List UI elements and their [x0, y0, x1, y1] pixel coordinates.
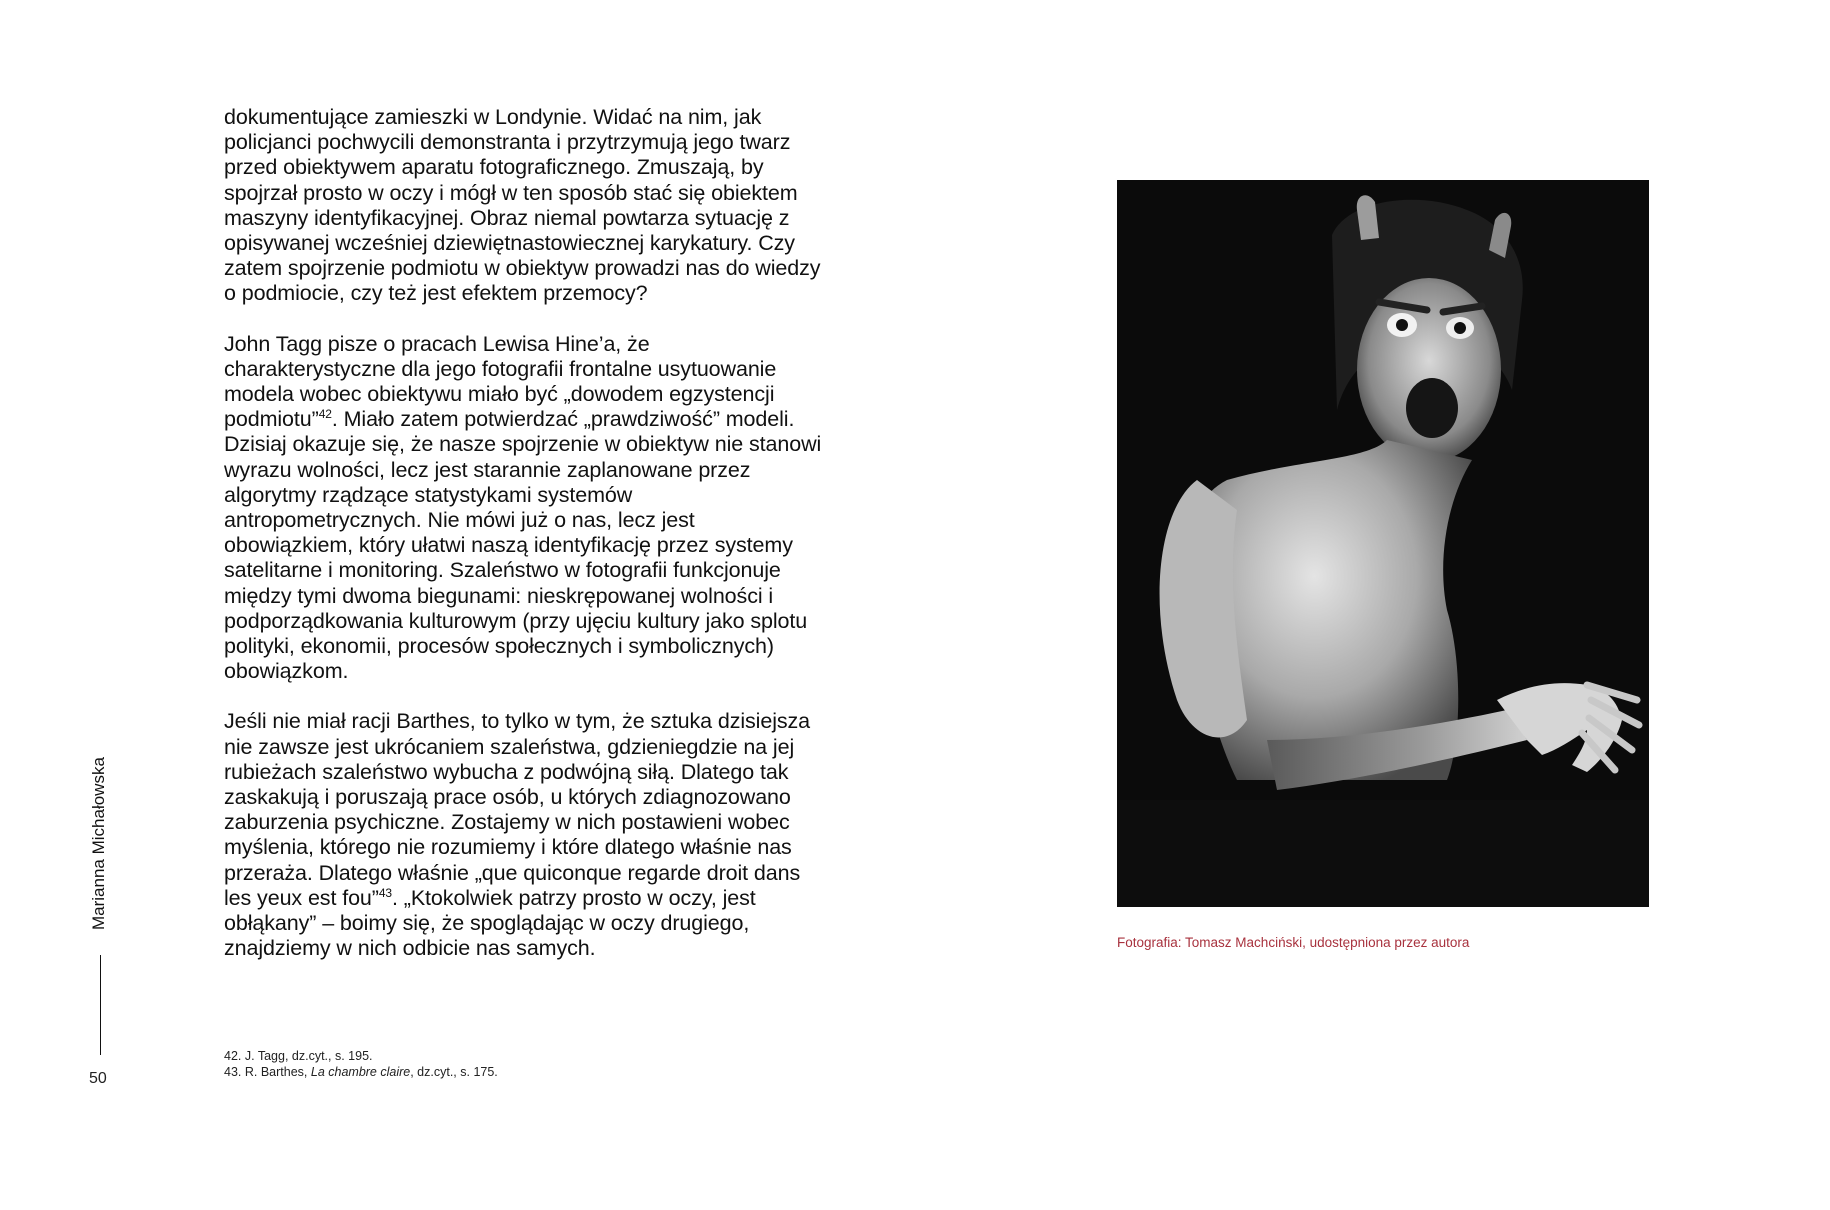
footnote-ref-43[interactable]: 43 — [378, 885, 393, 900]
photograph-illustration — [1117, 180, 1649, 907]
photograph — [1117, 180, 1649, 907]
body-text — [224, 105, 824, 987]
photo-caption: Fotografia: Tomasz Machciński, udostępniona przez autora — [1117, 935, 1470, 950]
page-number: 50 — [89, 1070, 107, 1087]
paragraph-2: John Tagg pisze o pracach Lewisa Hine’a, że charakterystyczne dla jego fotografii frontalne usytuowanie modela wobec obiektywu miało być „dowodem egzystencji podmiotu”$^{42}$. Miało zatem potwierdzać „prawdziwość” modeli. Dzisiaj okazuje się, że nasze spojrzenie w obiektyw nie stanowi wyrazu wolności, lecz jest starannie zaplanowane przez algorytmy rządzące statystykami systemów antropometrycznych. Nie mówi już o nas, lecz jest obowiązkiem, który ułatwi naszą identyfikację przez systemy satelitarne i monitoring. Szaleństwo w fotografii funkcjonuje między tymi dwoma biegunami: nieskrępowanej wolności i podporządkowania kulturowym (przy ujęciu kultury jako splotu polityki, ekonomii, procesów społecznych i symbolicznych) obowiązkom. — [224, 331, 822, 684]
paragraph-3: Jeśli nie miał racji Barthes, to tylko w tym, że sztuka dzisiejsza nie zawsze jest ukrócaniem szaleństwa, gdzieniegdzie na jej rubieżach szaleństwo wybucha z podwójną siłą. Dlatego tak zaskakują i poruszają prace osób, u których zdiagnozowano zaburzenia psychiczne. Zostajemy w nich postawieni wobec myślenia, którego nie rozumiemy i które dlatego właśnie nas przeraża. Dlatego właśnie „que quiconque regarde droit dans les yeux est fou”$^{43}$. „Ktokolwiek patrzy prosto w oczy, jest obłąkany” – boimy się, że spoglądając w oczy drugiego, znajdziemy w nich odbicie nas samych. — [224, 709, 811, 961]
paragraph-1: dokumentujące zamieszki w Londynie. Widać na nim, jak policjanci pochwycili demonstranta i przytrzymują jego twarz przed obiektywem aparatu fotograficznego. Zmuszają, by spojrzał prosto w oczy i mógł w ten sposób stać się obiektem maszyny identyfikacyjnej. Obraz niemal powtarza sytuację z opisywanej wcześniej dziewiętnastowiecznej karykatury. Czy zatem spojrzenie podmiotu w obiektyw prowadzi nas do wiedzy o podmiocie, czy też jest efektem przemocy? — [224, 105, 821, 306]
right-page — [915, 0, 1830, 1210]
footnote-ref-42[interactable]: 42 — [318, 407, 332, 422]
footnotes — [224, 1048, 498, 1080]
footnote-43: 43. R. Barthes, La chambre claire, dz.cyt., s. 175. — [224, 1065, 498, 1079]
running-header-author: Marianna Michałowska — [89, 757, 108, 930]
vertical-rule — [100, 955, 101, 1055]
footnote-42: 42. J. Tagg, dz.cyt., s. 195. — [224, 1049, 373, 1063]
